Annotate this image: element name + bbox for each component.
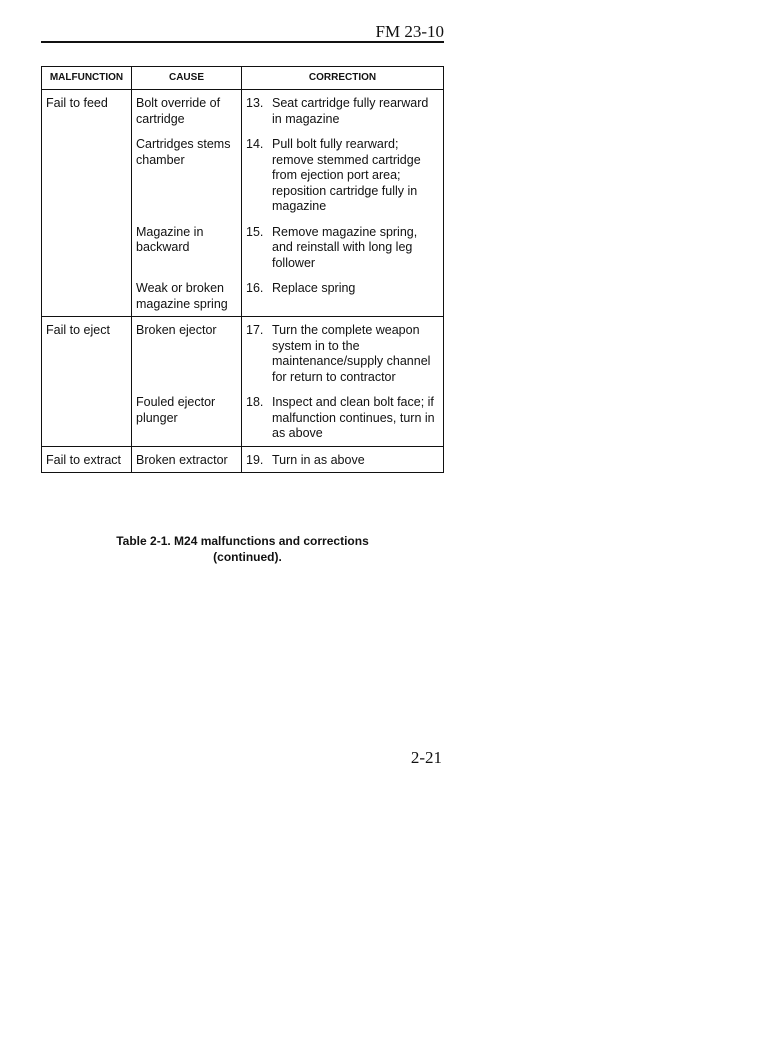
correction-cell (242, 215, 444, 272)
correction-number: 16. (246, 281, 264, 295)
correction-cell (242, 271, 444, 317)
malfunction-table-container (41, 66, 443, 473)
malfunction-cell (42, 215, 132, 272)
caption-line-2: (continued). (213, 550, 282, 564)
table-row (42, 385, 444, 446)
malfunction-table (41, 66, 444, 473)
column-header-correction: CORRECTION (242, 67, 444, 90)
malfunction-cell (42, 271, 132, 317)
correction-text: Inspect and clean bolt face; if malfunction continues, turn in as above (272, 395, 435, 440)
cause-cell: Broken extractor (132, 446, 242, 473)
correction-cell (242, 317, 444, 386)
cause-cell: Broken ejector (132, 317, 242, 386)
correction-text: Turn in as above (272, 452, 365, 467)
table-row (42, 90, 444, 128)
correction-number: 15. (246, 224, 264, 239)
malfunction-cell (42, 127, 132, 215)
malfunction-cell: Fail to extract (42, 446, 132, 473)
malfunction-cell: Fail to feed (42, 90, 132, 128)
correction-text: Seat cartridge fully rearward in magazine (272, 96, 429, 126)
correction-number: 17. (246, 323, 264, 337)
malfunction-cell: Fail to eject (42, 317, 132, 386)
cause-cell: Bolt override of cartridge (132, 90, 242, 128)
correction-cell (242, 446, 444, 473)
table-caption (41, 533, 444, 565)
cause-cell: Cartridges stems chamber (132, 127, 242, 215)
malfunction-cell (42, 385, 132, 446)
table-row (42, 446, 444, 473)
correction-number: 14. (246, 137, 264, 151)
cause-cell: Fouled ejector plunger (132, 385, 242, 446)
correction-text: Remove magazine spring, and reinstall with long leg follower (272, 224, 418, 270)
page-number: 2-21 (410, 748, 442, 767)
header-rule (41, 41, 444, 43)
table-row (42, 317, 444, 386)
column-header-cause: CAUSE (132, 67, 242, 90)
correction-cell (242, 90, 444, 128)
correction-number: 18. (246, 395, 264, 409)
column-header-malfunction: MALFUNCTION (42, 67, 132, 90)
caption-line-1: Table 2-1. M24 malfunctions and corrections (116, 534, 369, 548)
document-code: FM 23-10 (375, 22, 444, 41)
cause-cell: Weak or broken magazine spring (132, 271, 242, 317)
table-header-row (42, 67, 444, 90)
correction-number: 13. (246, 96, 264, 110)
table-row (42, 215, 444, 272)
cause-cell: Magazine in backward (132, 215, 242, 272)
correction-cell (242, 385, 444, 446)
correction-number: 19. (246, 452, 264, 467)
correction-text: Pull bolt fully rearward; remove stemmed cartridge from ejection port area; reposition cartridge fully in magazine (272, 137, 421, 213)
correction-text: Turn the complete weapon system in to the maintenance/supply channel for return to contractor (272, 323, 431, 384)
table-row (42, 271, 444, 317)
table-row (42, 127, 444, 215)
correction-cell (242, 127, 444, 215)
correction-text: Replace spring (272, 281, 356, 295)
